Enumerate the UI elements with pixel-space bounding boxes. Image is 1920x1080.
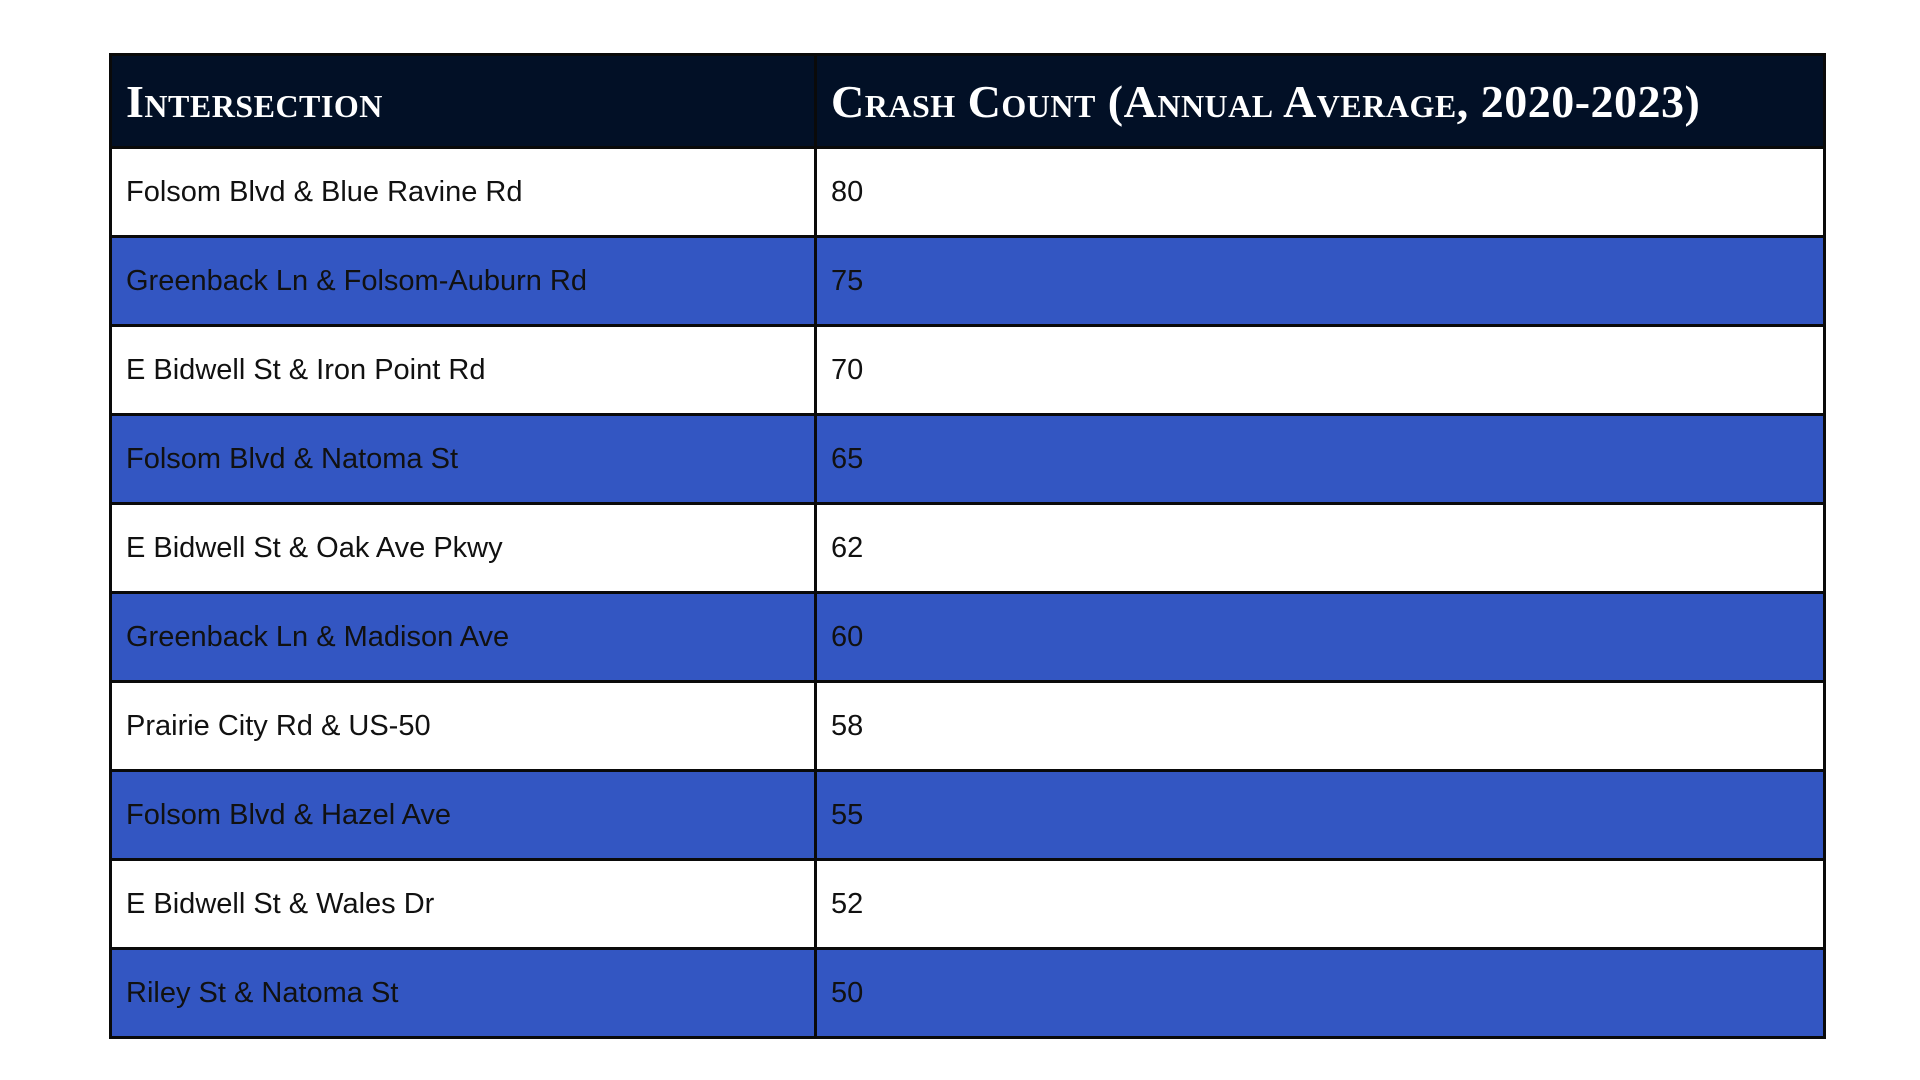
table-row	[111, 415, 1825, 504]
crash-count-cell: 52	[816, 860, 1825, 949]
crash-count-cell: 62	[816, 504, 1825, 593]
table-row	[111, 949, 1825, 1038]
column-header-intersection: Intersection	[111, 55, 816, 148]
crash-count-cell: 58	[816, 682, 1825, 771]
intersection-cell: Folsom Blvd & Hazel Ave	[111, 771, 816, 860]
intersection-cell: Prairie City Rd & US-50	[111, 682, 816, 771]
table-row	[111, 860, 1825, 949]
crash-count-cell: 60	[816, 593, 1825, 682]
crash-count-cell: 65	[816, 415, 1825, 504]
intersection-cell: E Bidwell St & Wales Dr	[111, 860, 816, 949]
crash-count-cell: 70	[816, 326, 1825, 415]
crash-count-cell: 55	[816, 771, 1825, 860]
intersection-cell: Greenback Ln & Folsom-Auburn Rd	[111, 237, 816, 326]
intersection-cell: Greenback Ln & Madison Ave	[111, 593, 816, 682]
column-header-crash-count: Crash Count (Annual Average, 2020-2023)	[816, 55, 1825, 148]
crash-count-cell: 75	[816, 237, 1825, 326]
table-row	[111, 771, 1825, 860]
intersection-cell: E Bidwell St & Oak Ave Pkwy	[111, 504, 816, 593]
intersection-cell: Folsom Blvd & Blue Ravine Rd	[111, 148, 816, 237]
table-row	[111, 326, 1825, 415]
table-row	[111, 504, 1825, 593]
table-row	[111, 237, 1825, 326]
table-row	[111, 593, 1825, 682]
table-row	[111, 148, 1825, 237]
intersection-cell: E Bidwell St & Iron Point Rd	[111, 326, 816, 415]
intersection-cell: Folsom Blvd & Natoma St	[111, 415, 816, 504]
crash-count-cell: 80	[816, 148, 1825, 237]
table-body	[111, 148, 1825, 1038]
crash-count-table	[109, 53, 1826, 1039]
intersection-cell: Riley St & Natoma St	[111, 949, 816, 1038]
table-header-row	[111, 55, 1825, 148]
table-row	[111, 682, 1825, 771]
crash-count-cell: 50	[816, 949, 1825, 1038]
crash-table-container	[109, 53, 1823, 1039]
